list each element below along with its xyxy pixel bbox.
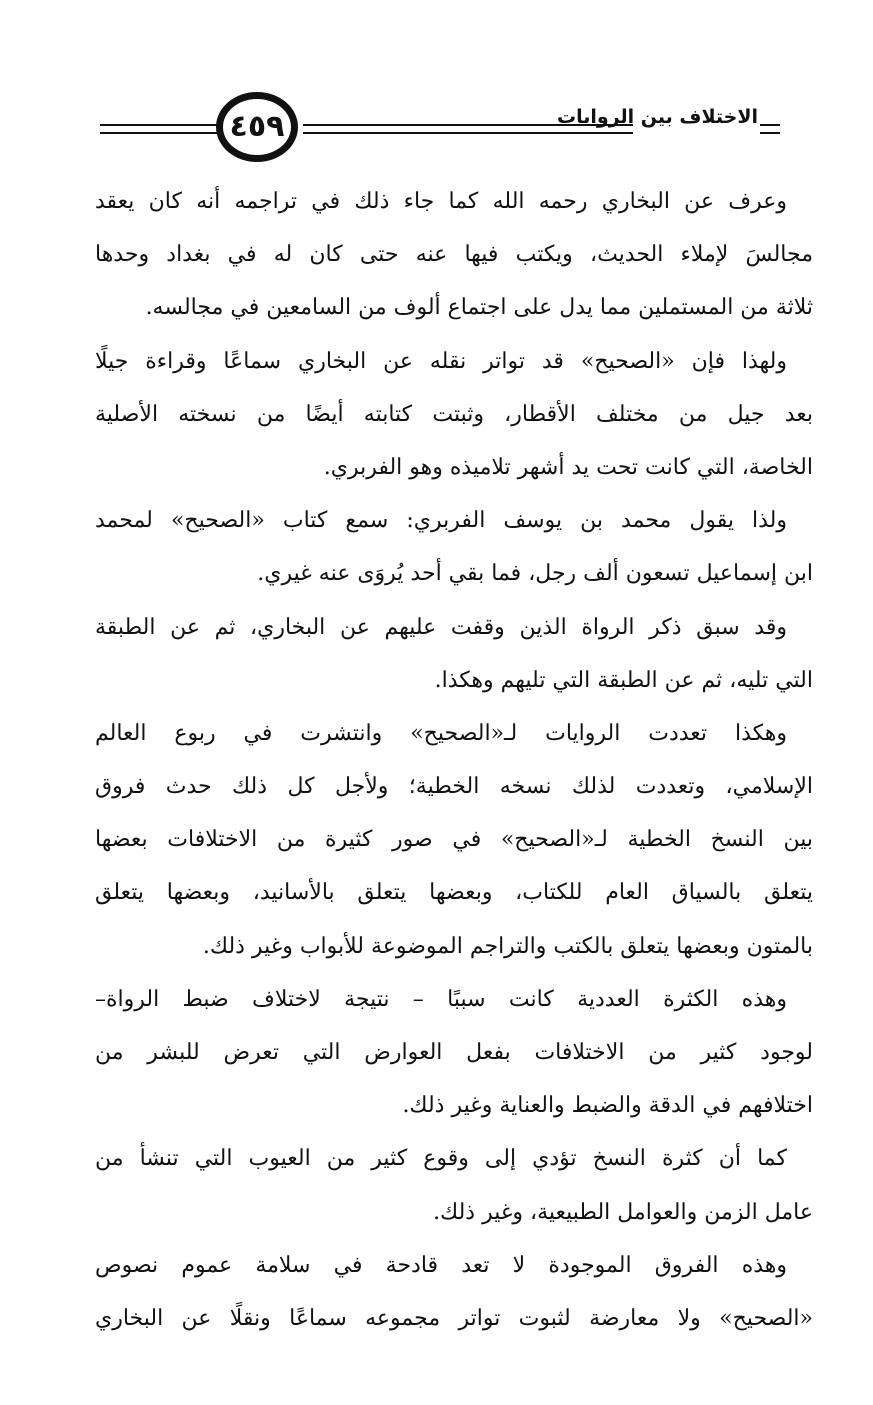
text-line: يتعلق بالسياق العام للكتاب، وبعضها يتعلق بالأسانيد، وبعضها يتعلق	[95, 880, 813, 906]
page-body	[95, 175, 813, 1345]
text-line: مجالسَ لإملاء الحديث، ويكتب فيها عنه حتى كان له في بغداد وحدها	[95, 242, 813, 268]
paragraph	[95, 1239, 813, 1345]
text-line: اختلافهم في الدقة والضبط والعناية وغير ذلك.	[402, 1093, 813, 1119]
text-line: بعد جيل من مختلف الأقطار، وثبتت كتابته أيضًا من نسخته الأصلية	[95, 401, 813, 427]
page-number-badge	[216, 92, 298, 162]
text-line: وهذه الفروق الموجودة لا تعد قادحة في سلامة عموم نصوص	[95, 1252, 787, 1278]
paragraph	[95, 1132, 813, 1238]
text-line: ولذا يقول محمد بن يوسف الفربري: سمع كتاب «الصحيح» لمحمد	[95, 508, 787, 534]
header-rule-left	[100, 124, 220, 134]
text-line: بين النسخ الخطية لـ«الصحيح» في صور كثيرة من الاختلافات بعضها	[95, 827, 813, 853]
text-line: عامل الزمن والعوامل الطبيعية، وغير ذلك.	[433, 1199, 813, 1225]
text-line: الإسلامي، وتعددت لذلك نسخه الخطية؛ ولأجل كل ذلك حدث فروق	[95, 774, 813, 800]
paragraph	[95, 707, 813, 973]
page-number: ٤٥٩	[229, 109, 285, 144]
text-line: ابن إسماعيل تسعون ألف رجل، فما بقي أحد يُروَى عنه غيري.	[257, 561, 813, 587]
text-line: وهكذا تعددت الروايات لـ«الصحيح» وانتشرت في ربوع العالم	[95, 720, 787, 746]
paragraph	[95, 335, 813, 495]
paragraph	[95, 494, 813, 600]
page-header	[88, 90, 808, 170]
text-line: ثلاثة من المستملين مما يدل على اجتماع ألوف من السامعين في مجالسه.	[145, 295, 813, 321]
text-line: لوجود كثير من الاختلافات بفعل العوارض التي تعرض للبشر من	[95, 1040, 813, 1065]
running-title: الاختلاف بين الروايات	[557, 106, 758, 128]
text-line: كما أن كثرة النسخ تؤدي إلى وقوع كثير من العيوب التي تنشأ من	[95, 1146, 787, 1172]
text-line: وعرف عن البخاري رحمه الله كما جاء ذلك في تراجمه أنه كان يعقد	[95, 189, 787, 214]
text-line: بالمتون وبعضها يتعلق بالكتب والتراجم الموضوعة للأبواب وغير ذلك.	[202, 933, 813, 959]
paragraph	[95, 601, 813, 707]
text-line: ولهذا فإن «الصحيح» قد تواتر نقله عن البخاري سماعًا وقراءة جيلًا	[95, 348, 787, 374]
paragraph	[95, 973, 813, 1133]
text-line: الخاصة، التي كانت تحت يد أشهر تلاميذه وهو الفربري.	[323, 454, 813, 480]
text-line: وهذه الكثرة العددية كانت سببًا – نتيجة لاختلاف ضبط الرواة–	[95, 986, 787, 1012]
paragraph	[95, 175, 813, 335]
text-line: «الصحيح» ولا معارضة لثبوت تواتر مجموعه سماعًا ونقلًا عن البخاري	[95, 1305, 813, 1331]
text-line: وقد سبق ذكر الرواة الذين وقفت عليهم عن البخاري، ثم عن الطبقة	[95, 614, 787, 640]
text-line: التي تليه، ثم عن الطبقة التي تليهم وهكذا.	[434, 667, 813, 693]
header-rule-right	[760, 124, 780, 134]
